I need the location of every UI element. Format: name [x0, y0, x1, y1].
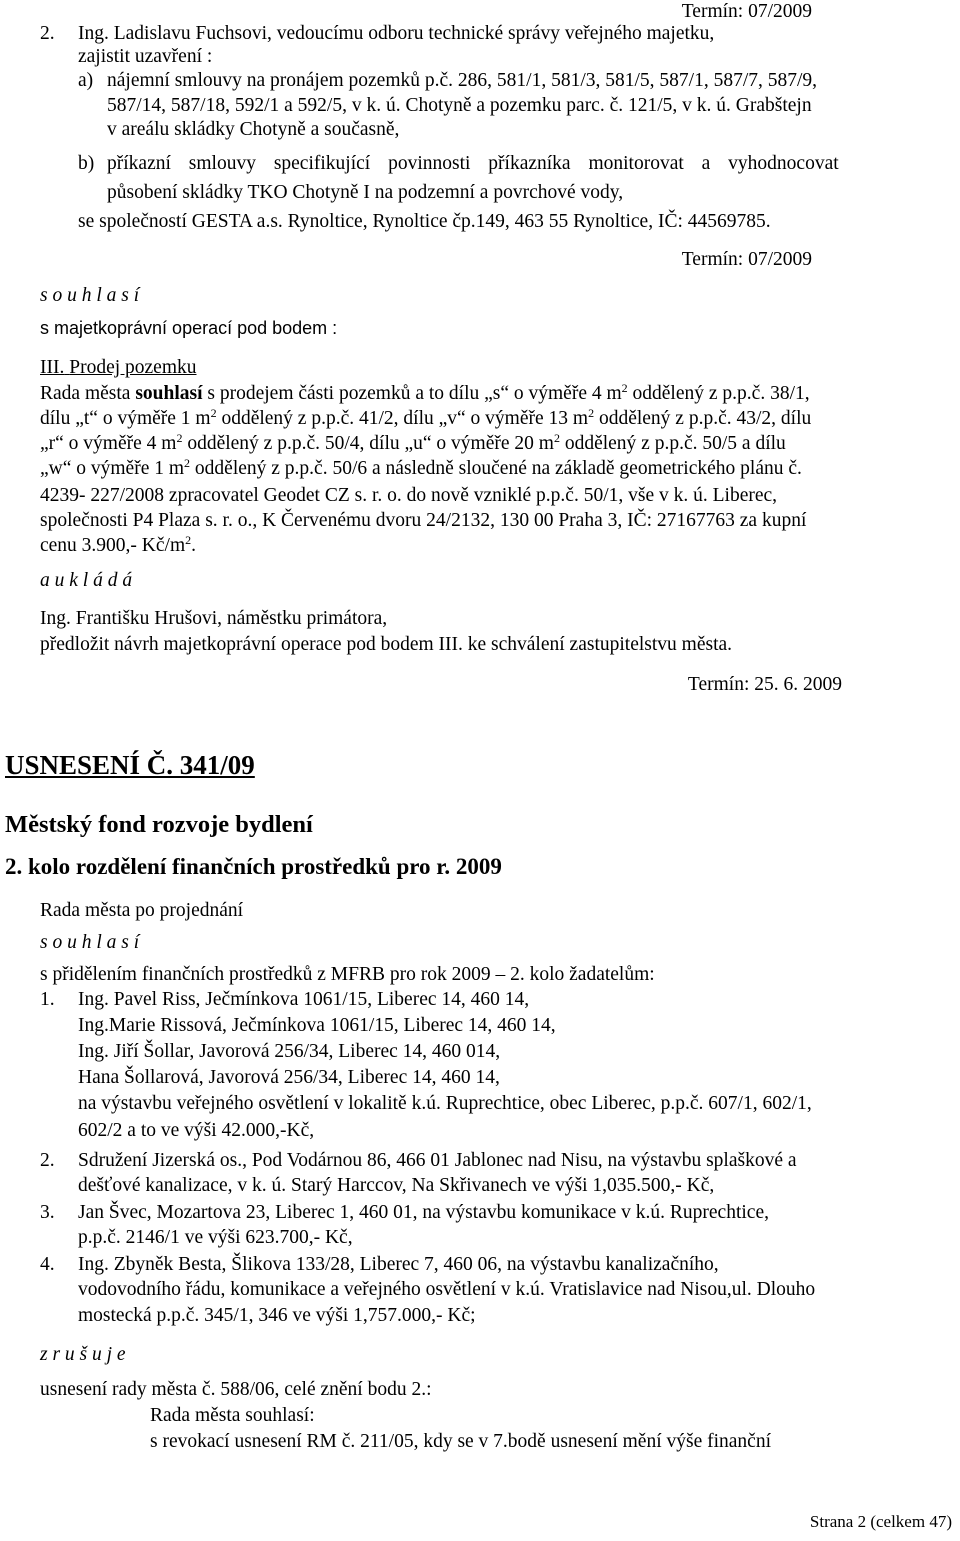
- line-3-part-b: oddělený z p.p.č. 50/4, dílu „u“ o výměře 20 m: [187, 433, 554, 454]
- rada-souhlasi-line: Rada města souhlasí:: [150, 1405, 315, 1426]
- item-2b-line-1-text: příkazní smlouvy specifikující povinnosti příkazníka monitorovat a vyhodnocovat: [107, 153, 839, 174]
- souhlasi-heading-1: s o u h l a s í: [40, 285, 140, 306]
- uklada-heading: a u k l á d á: [40, 570, 133, 591]
- page-footer: Strana 2 (celkem 47): [809, 1512, 952, 1531]
- sup-2: 2: [621, 381, 628, 395]
- fund-title: Městský fond rozvoje bydlení: [5, 811, 313, 838]
- section-3-line-7: [40, 534, 196, 558]
- hrus-line-2: předložit návrh majetkoprávní operace pod bodem III. ke schválení zastupitelstvu města.: [40, 634, 733, 655]
- sup-2: 2: [210, 406, 217, 420]
- line-2-part-c: oddělený z p.p.č. 43/2, dílu: [598, 408, 812, 429]
- section-3-line-5: 4239- 227/2008 zpracovatel Geodet CZ s. r. o. do nově vzniklé p.p.č. 50/1, vše v k. ú. Liberec,: [40, 485, 778, 506]
- section-3-number: III.: [40, 357, 65, 378]
- sup-2: 2: [184, 456, 191, 470]
- line-1-end: oddělený z p.p.č. 38/1,: [632, 383, 810, 404]
- applicant-1-line-6: 602/2 a to ve výši 42.000,-Kč,: [78, 1120, 315, 1141]
- line-7-part-b: .: [191, 535, 197, 556]
- item-2a-line-1: nájemní smlouvy na pronájem pozemků p.č. 286, 581/1, 581/3, 581/5, 587/1, 587/7, 587/9,: [107, 70, 818, 91]
- line-7-part-a: cenu 3.900,- Kč/m: [40, 535, 186, 556]
- hrus-line-1: Ing. Františku Hrušovi, náměstku primátora,: [40, 608, 388, 629]
- applicant-1-line-5: na výstavbu veřejného osvětlení v lokalitě k.ú. Ruprechtice, obec Liberec, p.p.č. 607/1, 602/1,: [78, 1093, 812, 1114]
- section-3-line-3: [40, 432, 786, 456]
- section-3-line-2: [40, 407, 811, 431]
- item-2-number: 2.: [40, 23, 55, 44]
- line-3-part-c: oddělený z p.p.č. 50/5 a dílu: [564, 433, 786, 454]
- applicant-2-line-2: dešťové kanalizace, v k. ú. Starý Harccov, Na Skřivanech ve výši 1,035.500,- Kč,: [78, 1175, 715, 1196]
- sup-2: 2: [588, 406, 595, 420]
- prideleni-line: s přidělením finančních prostředků z MFRB pro rok 2009 – 2. kolo žadatelům:: [40, 964, 655, 985]
- section-3-line-6: společnosti P4 Plaza s. r. o., K Červenému dvoru 24/2132, 130 00 Praha 3, IČ: 27167763 za kupní: [40, 510, 807, 531]
- applicant-1-line-1: Ing. Pavel Riss, Ječmínkova 1061/15, Liberec 14, 460 14,: [78, 989, 530, 1010]
- item-2a-label: a): [78, 70, 94, 91]
- section-3-title: Prodej pozemku: [69, 357, 197, 378]
- item-2b-label: b): [78, 153, 95, 174]
- item-2a-line-2: 587/14, 587/18, 592/1 a 592/5, v k. ú. Chotyně a pozemku parc. č. 121/5, v k. ú. Grabštejn: [107, 95, 812, 116]
- sup-2: 2: [553, 431, 560, 445]
- applicant-3-line-2: p.p.č. 2146/1 ve výši 623.700,- Kč,: [78, 1227, 353, 1248]
- rada-po-projednani: Rada města po projednání: [40, 900, 244, 921]
- line-3-part-a: „r“ o výměře 4 m: [40, 433, 177, 454]
- item-2a-line-3: v areálu skládky Chotyně a současně,: [107, 119, 400, 140]
- applicant-1-line-4: Hana Šollarová, Javorová 256/34, Liberec 14, 460 14,: [78, 1067, 500, 1088]
- applicant-3-line-1: Jan Švec, Mozartova 23, Liberec 1, 460 01, na výstavbu komunikace v k.ú. Ruprechtice,: [78, 1202, 769, 1223]
- revokaci-line: s revokací usnesení RM č. 211/05, kdy se v 7.bodě usnesení mění výše finanční: [150, 1431, 771, 1452]
- item-2-line-2: zajistit uzavření :: [78, 46, 213, 67]
- item-2b-line-2: působení skládky TKO Chotyně I na podzemní a povrchové vody,: [107, 182, 624, 203]
- souhlasi-heading-2: s o u h l a s í: [40, 932, 140, 953]
- section-3-line-4: [40, 457, 802, 481]
- line-1-rest: s prodejem části pozemků a to dílu „s“ o výměře 4 m: [207, 383, 622, 404]
- line-4-part-b: oddělený z p.p.č. 50/6 a následně sloučené na základě geometrického plánu č.: [194, 458, 802, 479]
- deadline-top: Termín: 07/2009: [681, 1, 812, 22]
- sup-2: 2: [185, 533, 192, 547]
- majetkopravni-line: s majetkoprávní operací pod bodem :: [40, 318, 338, 338]
- item-2-line-1: Ing. Ladislavu Fuchsovi, vedoucímu odboru technické správy veřejného majetku,: [78, 23, 715, 44]
- applicant-2-line-1: Sdružení Jizerská os., Pod Vodárnou 86, 466 01 Jablonec nad Nisu, na výstavbu splaškové a: [78, 1150, 797, 1171]
- line-2-part-b: oddělený z p.p.č. 41/2, dílu „v“ o výměře 13 m: [221, 408, 589, 429]
- applicant-4-line-2: vodovodního řádu, komunikace a veřejného osvětlení v k.ú. Vratislavice nad Nisou,ul. Dlouho: [78, 1279, 816, 1300]
- applicant-1-number: 1.: [40, 989, 55, 1010]
- item-2b-line-3: se společností GESTA a.s. Rynoltice, Rynoltice čp.149, 463 55 Rynoltice, IČ: 44569785.: [78, 211, 771, 232]
- line-2-part-a: dílu „t“ o výměře 1 m: [40, 408, 211, 429]
- deadline-3: Termín: 25. 6. 2009: [687, 674, 842, 695]
- applicant-1-line-3: Ing. Jiří Šollar, Javorová 256/34, Liberec 14, 460 014,: [78, 1041, 501, 1062]
- section-3-line-1: [40, 382, 810, 406]
- applicant-3-number: 3.: [40, 1202, 55, 1223]
- souhlasi-bold: souhlasí: [135, 383, 203, 404]
- applicant-4-line-1: Ing. Zbyněk Besta, Šlikova 133/28, Liberec 7, 460 06, na výstavbu kanalizačního,: [78, 1254, 719, 1275]
- applicant-2-number: 2.: [40, 1150, 55, 1171]
- applicant-4-line-3: mostecká p.p.č. 345/1, 346 ve výši 1,757.000,- Kč;: [78, 1305, 476, 1326]
- applicant-1-line-2: Ing.Marie Rissová, Ječmínkova 1061/15, Liberec 14, 460 14,: [78, 1015, 556, 1036]
- line-4-part-a: „w“ o výměře 1 m: [40, 458, 185, 479]
- usneseni-rady-line: usnesení rady města č. 588/06, celé znění bodu 2.:: [40, 1379, 432, 1400]
- rada-label: Rada města: [40, 383, 131, 404]
- applicant-4-number: 4.: [40, 1254, 55, 1275]
- deadline-2: Termín: 07/2009: [681, 249, 812, 270]
- section-3-heading: [40, 356, 197, 380]
- round-title: 2. kolo rozdělení finančních prostředků pro r. 2009: [5, 854, 502, 879]
- rusi-heading: z r u š u j e: [40, 1344, 126, 1365]
- sup-2: 2: [176, 431, 183, 445]
- resolution-heading: USNESENÍ Č. 341/09: [5, 750, 255, 780]
- item-2b-line-1: [107, 152, 955, 176]
